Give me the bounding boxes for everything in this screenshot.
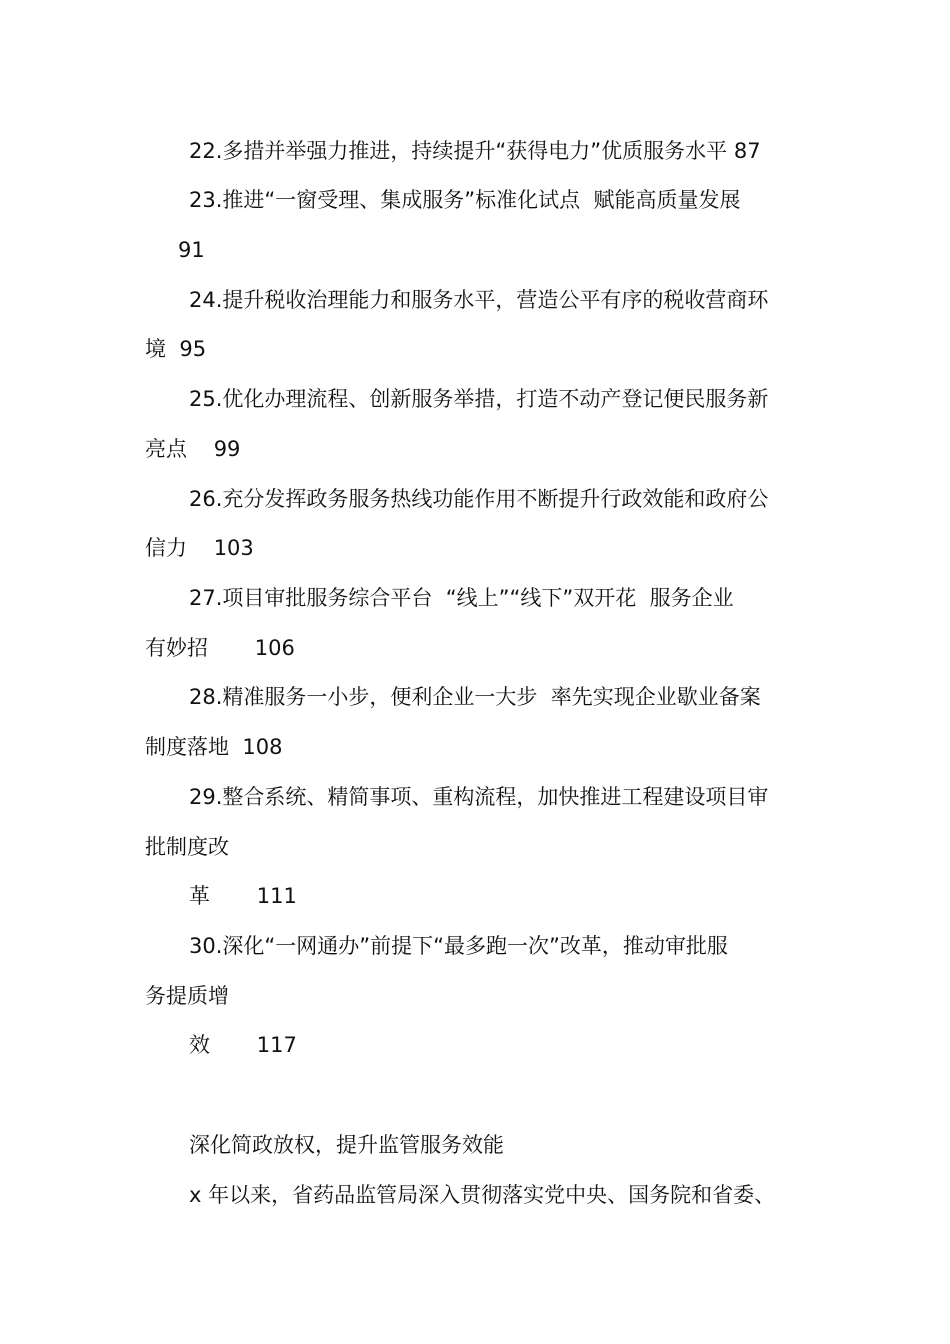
- toc-entry-22: 22.多措并举强力推进，持续提升“获得电力”优质服务水平 87: [189, 139, 761, 163]
- toc-entry-27: 27.项目审批服务综合平台 “线上”“线下”双开花 服务企业: [189, 586, 734, 610]
- toc-entry-29: 29.整合系统、精简事项、重构流程，加快推进工程建设项目审: [189, 785, 769, 809]
- toc-entry-30-page: 效 117: [189, 1033, 297, 1057]
- toc-entry-29-cont: 批制度改: [145, 835, 229, 859]
- toc-entry-26: 26.充分发挥政务服务热线功能作用不断提升行政效能和政府公: [189, 487, 769, 511]
- toc-entry-27-cont: 有妙招 106: [145, 636, 295, 660]
- toc-entry-30: 30.深化“一网通办”前提下“最多跑一次”改革，推动审批服: [189, 934, 728, 958]
- toc-entry-28: 28.精准服务一小步，便利企业一大步 率先实现企业歇业备案: [189, 685, 761, 709]
- toc-entry-26-cont: 信力 103: [145, 536, 254, 560]
- section-heading: 深化简政放权，提升监管服务效能: [189, 1133, 504, 1157]
- toc-entry-23-page: 91: [178, 238, 205, 262]
- toc-entry-25: 25.优化办理流程、创新服务举措，打造不动产登记便民服务新: [189, 387, 769, 411]
- toc-entry-29-page: 革 111: [189, 884, 297, 908]
- toc-entry-28-cont: 制度落地 108: [145, 735, 283, 759]
- toc-entry-23: 23.推进“一窗受理、集成服务”标准化试点 赋能高质量发展: [189, 188, 741, 212]
- toc-entry-24-cont: 境 95: [145, 337, 207, 361]
- toc-entry-30-cont: 务提质增: [145, 984, 229, 1008]
- toc-entry-25-cont: 亮点 99: [145, 437, 241, 461]
- toc-entry-24: 24.提升税收治理能力和服务水平，营造公平有序的税收营商环: [189, 288, 769, 312]
- section-body: x 年以来，省药品监管局深入贯彻落实党中央、国务院和省委、: [189, 1183, 776, 1207]
